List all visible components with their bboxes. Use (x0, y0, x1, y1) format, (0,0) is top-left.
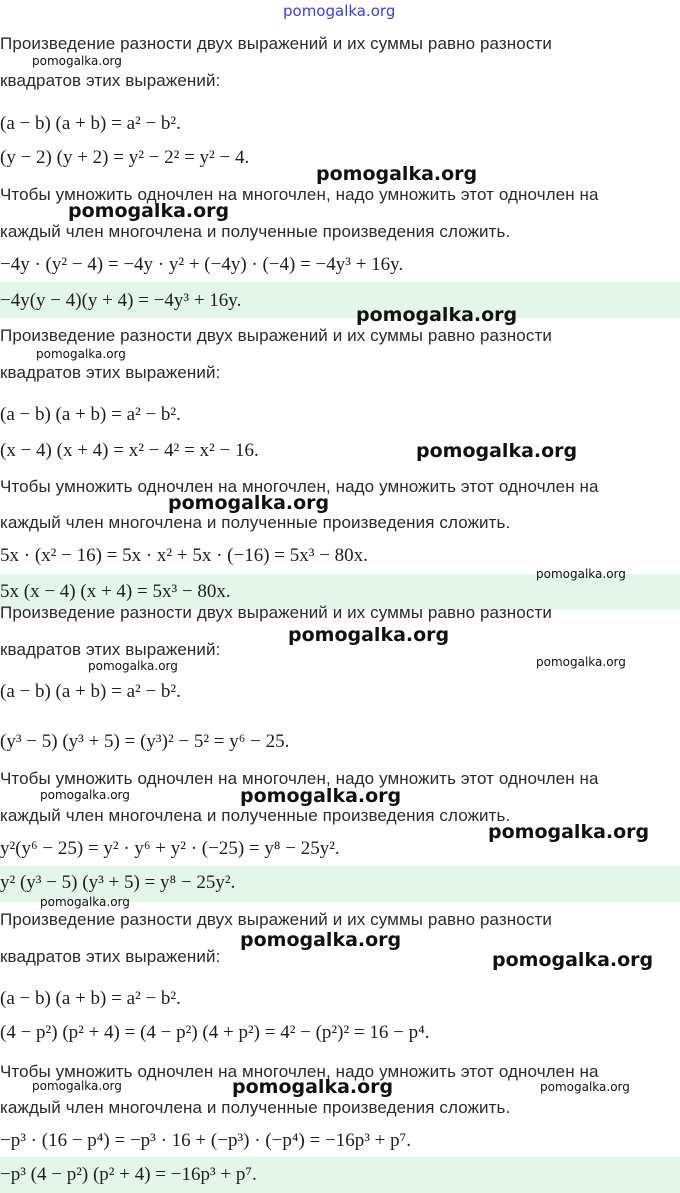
answer: −4y(y − 4)(y + 4) = −4y³ + 16y. (0, 290, 242, 311)
formula-difference-squares: (a − b) (a + b) = a² − b². (0, 113, 181, 134)
rule-monomial-line1: Чтобы умножить одночлен на многочлен, надо умножить этот одночлен на (0, 769, 599, 788)
watermark: pomogalka.org (536, 655, 626, 669)
multiplication-step: −4y · (y² − 4) = −4y · y² + (−4y) · (−4) = −4y³ + 16y. (0, 254, 404, 275)
watermark: pomogalka.org (32, 54, 122, 68)
multiplication-step: 5x · (x² − 16) = 5x · x² + 5x · (−16) = 5x³ − 80x. (0, 545, 368, 566)
watermark-top: pomogalka.org (283, 2, 396, 20)
watermark: pomogalka.org (288, 624, 450, 646)
watermark: pomogalka.org (32, 1079, 122, 1093)
rule-monomial-line2: каждый член многочлена и полученные произведения сложить. (0, 1098, 511, 1117)
rule-monomial-line1: Чтобы умножить одночлен на многочлен, надо умножить этот одночлен на (0, 477, 599, 496)
answer: −p³ (4 − p²) (p² + 4) = −16p³ + p⁷. (0, 1164, 257, 1185)
watermark: pomogalka.org (488, 821, 650, 843)
watermark: pomogalka.org (40, 895, 130, 909)
rule-difference-squares-line1: Произведение разности двух выражений и их суммы равно разности (0, 603, 552, 622)
watermark: pomogalka.org (540, 1080, 630, 1094)
rule-difference-squares-line2: квадратов этих выражений: (0, 363, 221, 382)
watermark: pomogalka.org (240, 785, 402, 807)
watermark: pomogalka.org (40, 788, 130, 802)
watermark: pomogalka.org (240, 929, 402, 951)
rule-monomial-line1: Чтобы умножить одночлен на многочлен, надо умножить этот одночлен на (0, 1062, 599, 1081)
multiplication-step: y²(y⁶ − 25) = y² · y⁶ + y² · (−25) = y⁸ − 25y². (0, 838, 340, 859)
rule-monomial-line2: каждый член многочлена и полученные произведения сложить. (0, 513, 511, 532)
rule-difference-squares-line2: квадратов этих выражений: (0, 640, 221, 659)
rule-difference-squares-line2: квадратов этих выражений: (0, 947, 221, 966)
formula-difference-squares: (a − b) (a + b) = a² − b². (0, 681, 181, 702)
rule-difference-squares-line2: квадратов этих выражений: (0, 71, 221, 90)
formula-difference-squares: (a − b) (a + b) = a² − b². (0, 988, 181, 1009)
rule-difference-squares-line1: Произведение разности двух выражений и их суммы равно разности (0, 326, 552, 345)
watermark: pomogalka.org (356, 304, 518, 326)
applied-formula: (4 − p²) (p² + 4) = (4 − p²) (4 + p²) = 4² − (p²)² = 16 − p⁴. (0, 1022, 430, 1043)
watermark: pomogalka.org (232, 1076, 394, 1098)
rule-difference-squares-line1: Произведение разности двух выражений и их суммы равно разности (0, 910, 552, 929)
applied-formula: (y − 2) (y + 2) = y² − 2² = y² − 4. (0, 147, 250, 168)
watermark: pomogalka.org (536, 567, 626, 581)
watermark: pomogalka.org (416, 440, 578, 462)
formula-difference-squares: (a − b) (a + b) = a² − b². (0, 404, 181, 425)
watermark: pomogalka.org (492, 949, 654, 971)
rule-monomial-line2: каждый член многочлена и полученные произведения сложить. (0, 222, 511, 241)
rule-monomial-line2: каждый член многочлена и полученные произведения сложить. (0, 806, 511, 825)
applied-formula: (x − 4) (x + 4) = x² − 4² = x² − 16. (0, 440, 259, 461)
watermark: pomogalka.org (168, 492, 330, 514)
rule-monomial-line1: Чтобы умножить одночлен на многочлен, надо умножить этот одночлен на (0, 185, 599, 204)
watermark: pomogalka.org (316, 163, 478, 185)
applied-formula: (y³ − 5) (y³ + 5) = (y³)² − 5² = y⁶ − 25. (0, 731, 290, 752)
watermark: pomogalka.org (68, 200, 230, 222)
watermark: pomogalka.org (36, 347, 126, 361)
watermark: pomogalka.org (88, 659, 178, 673)
rule-difference-squares-line1: Произведение разности двух выражений и их суммы равно разности (0, 34, 552, 53)
answer: 5x (x − 4) (x + 4) = 5x³ − 80x. (0, 581, 231, 602)
answer: y² (y³ − 5) (y³ + 5) = y⁸ − 25y². (0, 872, 236, 893)
multiplication-step: −p³ · (16 − p⁴) = −p³ · 16 + (−p³) · (−p⁴) = −16p³ + p⁷. (0, 1130, 412, 1151)
